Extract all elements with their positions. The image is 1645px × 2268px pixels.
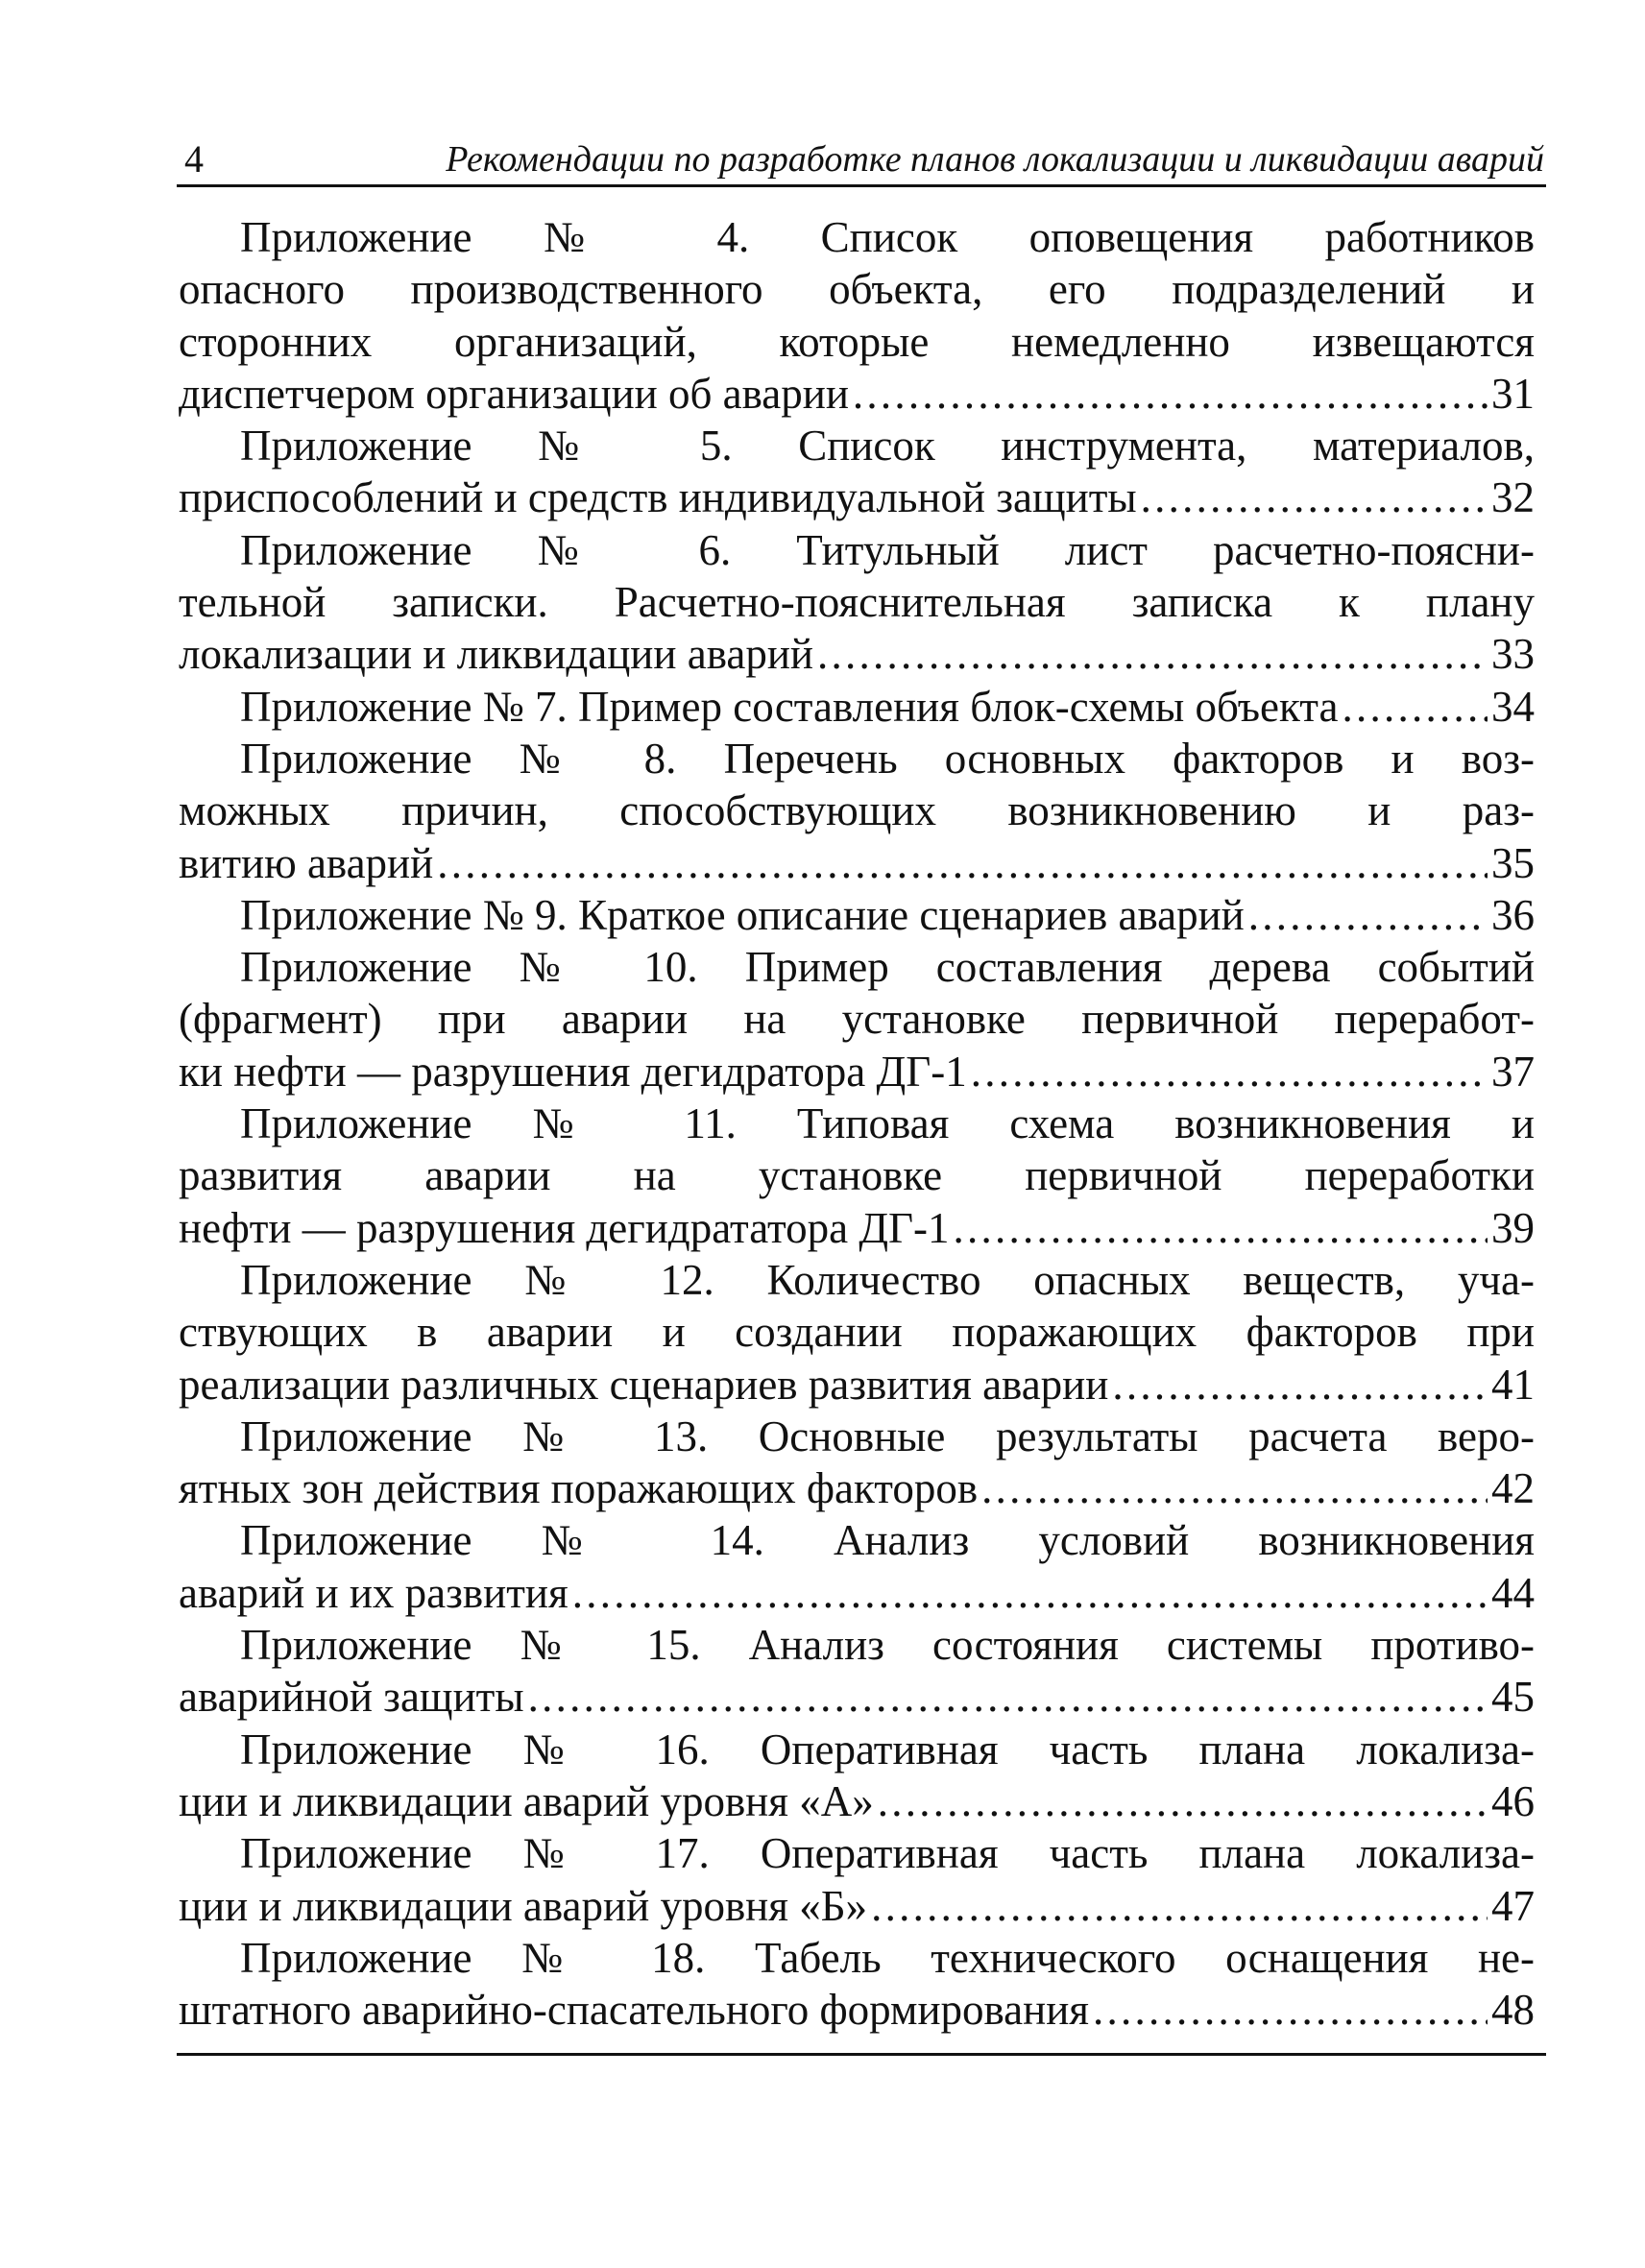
toc-entry-last-line (179, 1775, 1535, 1827)
toc-entry-line: Приложение № 14. Анализ условий возникновения (240, 1516, 1535, 1565)
footer-rule (177, 2053, 1546, 2056)
toc-entry-text: аварийной защиты (179, 1673, 524, 1722)
page-number: 4 (184, 137, 204, 181)
toc-page-number: 31 (1491, 369, 1535, 418)
toc-entry-line: Приложение № 15. Анализ состояния системы противо- (240, 1621, 1535, 1670)
toc-page-number: 45 (1491, 1673, 1535, 1722)
toc-entry-line: Приложение № 12. Количество опасных веществ, уча- (240, 1255, 1535, 1304)
toc-entry-text: ции и ликвидации аварий уровня «Б» (179, 1881, 868, 1930)
toc-page-number: 46 (1491, 1776, 1535, 1825)
dot-leader (572, 1567, 1488, 1619)
toc-entry-line: Приложение № 6. Титульный лист расчетно-поясни- (240, 525, 1535, 574)
toc-entry (179, 1411, 1535, 1515)
toc-entry (179, 420, 1535, 524)
running-title: Рекомендации по разработке планов локализации и ликвидации аварий (446, 139, 1544, 180)
toc-entry-text: диспетчером организации об аварии (179, 369, 849, 418)
toc-page-number: 44 (1491, 1568, 1535, 1617)
toc-entry (179, 1724, 1535, 1828)
toc-entry-line: Приложение № 10. Пример составления дерева событий (240, 943, 1535, 992)
toc-entry-line: Приложение № 18. Табель технического оснащения не- (240, 1933, 1535, 1982)
toc-page-number: 33 (1491, 630, 1535, 679)
toc-entry-last-line (179, 1359, 1535, 1411)
toc-page-number: 47 (1491, 1881, 1535, 1930)
toc-entry (179, 1619, 1535, 1724)
dot-leader (871, 1880, 1488, 1932)
toc-entry-text: ятных зон действия поражающих факторов (179, 1464, 979, 1513)
toc-entry-line: Приложение № 13. Основные результаты расчета веро- (240, 1411, 1535, 1460)
toc-entry-last-line (179, 681, 1535, 733)
toc-entry (179, 211, 1535, 420)
dot-leader (981, 1462, 1488, 1514)
toc-entry-text: ции и ликвидации аварий уровня «А» (179, 1776, 874, 1825)
dot-leader (528, 1671, 1488, 1723)
toc-entry-last-line (179, 889, 1535, 941)
toc-entry (179, 1098, 1535, 1254)
toc-entry-text: приспособлений и средств индивидуальной защиты (179, 473, 1137, 522)
toc-entry-last-line (179, 1202, 1535, 1254)
toc-entry-line: развития аварии на установке первичной переработки (179, 1151, 1535, 1200)
dot-leader (1093, 1984, 1488, 2036)
toc-entry-line: Приложение № 4. Список оповещения работников (240, 213, 1535, 261)
toc-page-number: 36 (1491, 890, 1535, 939)
toc-entry-text: штатного аварийно-спасательного формирования (179, 1986, 1090, 2035)
toc-entry-line: опасного производственного объекта, его подразделений и (179, 265, 1535, 314)
toc-entry-text: Приложение № 9. Краткое описание сценариев аварий (240, 890, 1245, 939)
table-of-contents (179, 211, 1535, 2036)
toc-entry-last-line (179, 1880, 1535, 1932)
toc-page-number: 32 (1491, 473, 1535, 522)
dot-leader (1248, 889, 1488, 941)
dot-leader (437, 837, 1488, 889)
dot-leader (1342, 681, 1488, 733)
toc-entry-text: реализации различных сценариев развития аварии (179, 1360, 1109, 1409)
toc-entry-line: тельной записки. Расчетно-пояснительная записка к плану (179, 578, 1535, 627)
toc-entry-line: сторонних организаций, которые немедленно извещаются (179, 317, 1535, 366)
toc-entry-text: Приложение № 7. Пример составления блок-схемы объекта (240, 682, 1339, 731)
toc-entry-last-line (179, 1462, 1535, 1514)
toc-entry-line: можных причин, способствующих возникновению и раз- (179, 786, 1535, 835)
dot-leader (853, 368, 1488, 420)
dot-leader (878, 1775, 1488, 1827)
toc-entry-text: аварий и их развития (179, 1568, 568, 1617)
toc-page-number: 42 (1491, 1464, 1535, 1513)
toc-entry-line: Приложение № 16. Оперативная часть плана локализа- (240, 1725, 1535, 1773)
running-header (177, 134, 1546, 187)
toc-entry (179, 1827, 1535, 1932)
toc-entry-last-line (179, 628, 1535, 680)
toc-entry-line: ствующих в аварии и создании поражающих факторов при (179, 1308, 1535, 1357)
toc-entry-line: Приложение № 17. Оперативная часть плана локализа- (240, 1829, 1535, 1878)
dot-leader (1112, 1359, 1488, 1411)
toc-entry-line: Приложение № 5. Список инструмента, материалов, (240, 422, 1535, 470)
toc-entry-last-line (179, 368, 1535, 420)
toc-entry (179, 733, 1535, 889)
toc-entry-text: нефти — разрушения дегидрататора ДГ-1 (179, 1203, 950, 1252)
toc-page-number: 34 (1491, 682, 1535, 731)
toc-page-number: 35 (1491, 838, 1535, 887)
toc-entry-last-line (179, 471, 1535, 523)
dot-leader (971, 1046, 1488, 1098)
toc-entry (179, 889, 1535, 941)
toc-page-number: 37 (1491, 1047, 1535, 1096)
toc-entry-last-line (179, 837, 1535, 889)
toc-entry-line: (фрагмент) при аварии на установке первичной переработ- (179, 995, 1535, 1044)
toc-entry-last-line (179, 1671, 1535, 1723)
toc-entry-line: Приложение № 8. Перечень основных факторов и воз- (240, 734, 1535, 783)
toc-entry-text: ки нефти — разрушения дегидратора ДГ-1 (179, 1047, 967, 1096)
toc-entry (179, 1514, 1535, 1619)
toc-entry-line: Приложение № 11. Типовая схема возникновения и (240, 1099, 1535, 1148)
toc-entry (179, 941, 1535, 1098)
dot-leader (817, 628, 1488, 680)
toc-entry-text: витию аварий (179, 838, 434, 887)
dot-leader (954, 1202, 1488, 1254)
toc-entry-text: локализации и ликвидации аварий (179, 630, 813, 679)
toc-entry (179, 524, 1535, 681)
toc-entry (179, 1932, 1535, 2037)
toc-page-number: 41 (1491, 1360, 1535, 1409)
toc-entry (179, 1254, 1535, 1411)
toc-page-number: 48 (1491, 1986, 1535, 2035)
toc-entry-last-line (179, 1567, 1535, 1619)
toc-entry-last-line (179, 1984, 1535, 2036)
dot-leader (1141, 471, 1488, 523)
toc-page-number: 39 (1491, 1203, 1535, 1252)
toc-entry-last-line (179, 1046, 1535, 1098)
toc-entry (179, 681, 1535, 733)
